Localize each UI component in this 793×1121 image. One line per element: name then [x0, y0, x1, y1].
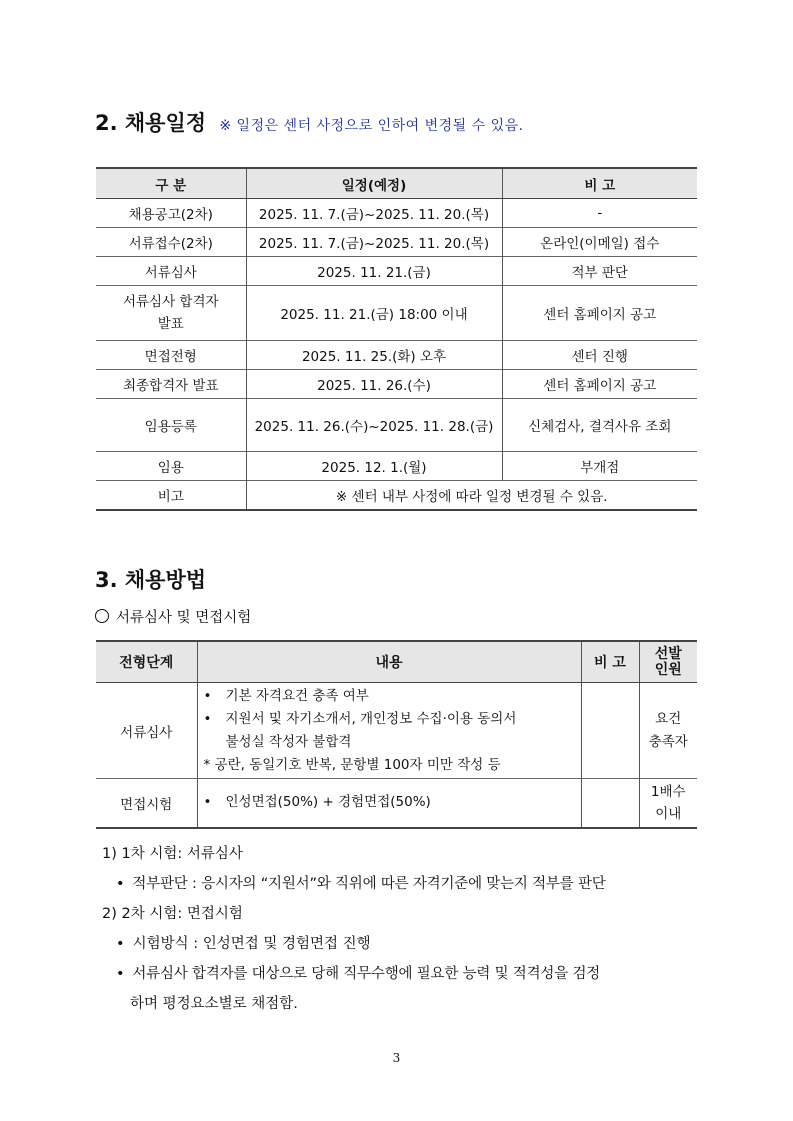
method-select: [639, 683, 697, 779]
table-row: [96, 779, 697, 828]
method-content: [197, 779, 581, 828]
notes-list: [102, 839, 702, 1019]
schedule-header-note: 비 고: [502, 168, 697, 199]
method-header-stage: 전형단계: [96, 641, 197, 683]
schedule-note: 센터 홈페이지 공고: [502, 370, 697, 399]
method-select-line2: 충족자: [648, 733, 688, 750]
note-1: 1) 1차 시험: 서류심사: [102, 846, 243, 862]
schedule-date: 2025. 11. 21.(금) 18:00 이내: [246, 286, 502, 341]
subhead-text: 서류심사 및 면접시험: [116, 610, 252, 626]
method-footnote: * 공란, 동일기호 반복, 문항별 100자 미만 작성 등: [203, 756, 501, 773]
schedule-merged-note: ※ 센터 내부 사정에 따라 일정 변경될 수 있음.: [246, 481, 697, 510]
method-remark: [581, 683, 639, 779]
section-3-title: 3. 채용방법: [95, 568, 207, 592]
schedule-item: 임용: [96, 452, 246, 481]
table-row: [96, 452, 697, 481]
method-remark: [581, 779, 639, 828]
section-2-title: 2. 채용일정: [95, 111, 207, 135]
schedule-date: 2025. 11. 26.(수)~2025. 11. 28.(금): [246, 399, 502, 452]
method-select-line2: 이내: [655, 805, 682, 822]
section-3-subhead: [95, 606, 251, 627]
schedule-header-item: 구 분: [96, 168, 246, 199]
method-table: [96, 640, 697, 829]
list-item: • 인성면접(50%) + 경험면접(50%): [204, 791, 581, 814]
schedule-item: 서류접수(2차): [96, 228, 246, 257]
schedule-item: 임용등록: [96, 399, 246, 452]
schedule-date: 2025. 11. 26.(수): [246, 370, 502, 399]
schedule-note: 신체검사, 결격사유 조회: [502, 399, 697, 452]
method-header-select-line1: 선발: [654, 646, 682, 662]
table-row: [96, 370, 697, 399]
table-row: [96, 481, 697, 510]
method-stage: 면접시험: [96, 779, 197, 828]
table-row: [96, 228, 697, 257]
note-1-bullet: • 적부판단 : 응시자의 “지원서”와 직위에 따른 자격기준에 맞는지 적부를 판단: [102, 869, 702, 899]
schedule-item: 서류심사: [96, 257, 246, 286]
method-content: [197, 683, 581, 779]
schedule-item: 면접전형: [96, 341, 246, 370]
schedule-item-line2: 발표: [157, 316, 184, 332]
schedule-item-line1: 서류심사 합격자: [122, 294, 219, 310]
schedule-table: [96, 167, 697, 511]
method-stage: 서류심사: [96, 683, 197, 779]
schedule-note: 부개점: [502, 452, 697, 481]
schedule-date: 2025. 12. 1.(월): [246, 452, 502, 481]
table-row: [96, 341, 697, 370]
circle-icon: [95, 609, 109, 623]
schedule-item: 채용공고(2차): [96, 199, 246, 228]
schedule-date: 2025. 11. 21.(금): [246, 257, 502, 286]
method-header-content: 내용: [197, 641, 581, 683]
method-select: [639, 779, 697, 828]
method-header-select: [639, 641, 697, 683]
schedule-date: 2025. 11. 7.(금)~2025. 11. 20.(목): [246, 199, 502, 228]
table-row: [96, 257, 697, 286]
schedule-note: 적부 판단: [502, 257, 697, 286]
method-select-line1: 요건: [655, 710, 682, 727]
table-row: [96, 683, 697, 779]
note-2-bullet-1: • 시험방식 : 인성면접 및 경험면접 진행: [102, 929, 702, 959]
table-row: [96, 199, 697, 228]
schedule-note: 온라인(이메일) 접수: [502, 228, 697, 257]
schedule-header-row: [96, 168, 697, 199]
method-header-row: [96, 641, 697, 683]
note-2-bullet-2: • 서류심사 합격자를 대상으로 당해 직무수행에 필요한 능력 및 적격성을 검정 하며 평정요소별로 채점함.: [102, 959, 702, 1019]
schedule-note: -: [502, 199, 697, 228]
schedule-note: 센터 홈페이지 공고: [502, 286, 697, 341]
table-row: [96, 399, 697, 452]
schedule-header-date: 일정(예정): [246, 168, 502, 199]
schedule-date: 2025. 11. 7.(금)~2025. 11. 20.(목): [246, 228, 502, 257]
schedule-item: [96, 286, 246, 341]
schedule-date: 2025. 11. 25.(화) 오후: [246, 341, 502, 370]
section-2-heading: [95, 107, 524, 137]
schedule-item: 최종합격자 발표: [96, 370, 246, 399]
note-2: 2) 2차 시험: 면접시험: [102, 906, 243, 922]
page-number: 3: [392, 1051, 401, 1065]
list-item: • 기본 자격요건 충족 여부: [204, 685, 581, 708]
table-row: [96, 286, 697, 341]
list-item: • 지원서 및 자기소개서, 개인정보 수집·이용 동의서 불성실 작성자 불합격: [204, 708, 581, 754]
method-header-remark: 비 고: [581, 641, 639, 683]
schedule-note: 센터 진행: [502, 341, 697, 370]
method-header-select-line2: 인원: [654, 662, 682, 678]
method-select-line1: 1배수: [650, 783, 686, 800]
section-2-note: ※ 일정은 센터 사정으로 인하여 변경될 수 있음.: [219, 118, 524, 134]
schedule-item: 비고: [96, 481, 246, 510]
